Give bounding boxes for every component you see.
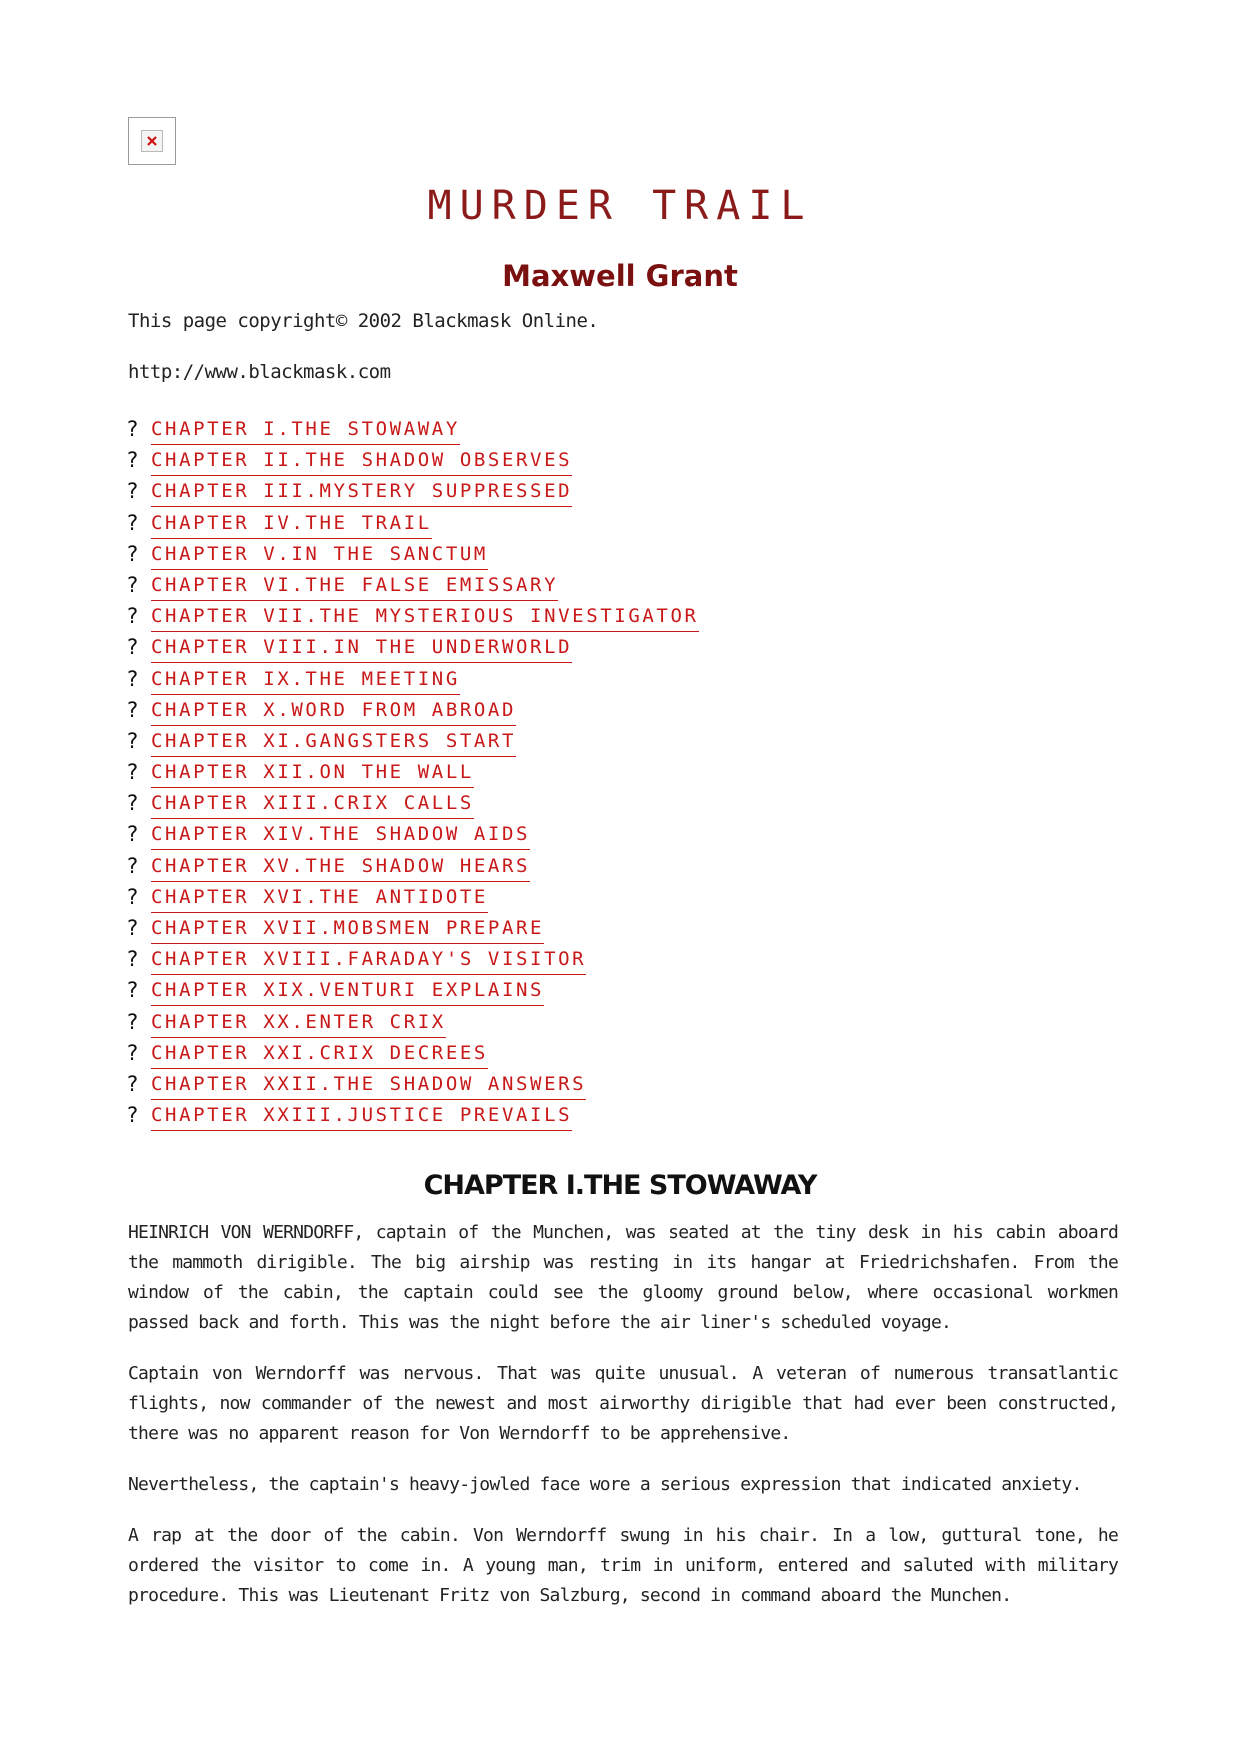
paragraph: HEINRICH VON WERNDORFF, captain of the Munchen, was seated at the tiny desk in his cabin aboard the mammoth dirigible. The big airship was resting in its hangar at Friedrichshafen. From the window of the cabin, the captain could see the gloomy ground below, where occasional workmen passed back and forth. This was the night before the air liner's scheduled voyage. <box>128 1222 1118 1333</box>
paragraph: Captain von Werndorff was nervous. That was quite unusual. A veteran of numerous transatlantic flights, now commander of the newest and most airworthy dirigible that had ever been constructed, there was no apparent reason for Von Werndorff to be apprehensive. <box>128 1363 1118 1444</box>
toc-link-chapter-9[interactable]: CHAPTER IX.THE MEETING <box>151 667 460 695</box>
toc-link-chapter-21[interactable]: CHAPTER XXI.CRIX DECREES <box>151 1041 488 1069</box>
toc-bullet: ? <box>126 884 139 909</box>
broken-image-frame <box>141 130 163 152</box>
paragraph: A rap at the door of the cabin. Von Werndorff swung in his chair. In a low, guttural tone, he ordered the visitor to come in. A young man, trim in uniform, entered and saluted with military procedure. This was Lieutenant Fritz von Salzburg, second in command aboard the Munchen. <box>128 1525 1118 1606</box>
toc-bullet: ? <box>126 1040 139 1065</box>
toc-item <box>126 822 699 853</box>
copyright-notice: This page copyright© 2002 Blackmask Online. <box>128 310 599 332</box>
toc-item <box>126 448 699 479</box>
toc-bullet: ? <box>126 697 139 722</box>
toc-item <box>126 885 699 916</box>
toc-bullet: ? <box>126 541 139 566</box>
toc-item <box>126 916 699 947</box>
toc-link-chapter-15[interactable]: CHAPTER XV.THE SHADOW HEARS <box>151 854 530 882</box>
toc-link-chapter-12[interactable]: CHAPTER XII.ON THE WALL <box>151 760 474 788</box>
toc-bullet: ? <box>126 666 139 691</box>
toc-item <box>126 978 699 1009</box>
toc-item <box>126 698 699 729</box>
book-title: MURDER TRAIL <box>427 183 813 229</box>
broken-image-icon <box>128 117 176 165</box>
toc-item <box>126 1041 699 1072</box>
toc-item <box>126 947 699 978</box>
toc-item <box>126 1072 699 1103</box>
toc-bullet: ? <box>126 510 139 535</box>
toc-item <box>126 604 699 635</box>
chapter-body <box>128 1218 1118 1632</box>
toc-bullet: ? <box>126 822 139 847</box>
toc-bullet: ? <box>126 604 139 629</box>
toc-item <box>126 854 699 885</box>
toc-link-chapter-6[interactable]: CHAPTER VI.THE FALSE EMISSARY <box>151 573 558 601</box>
toc-item <box>126 479 699 510</box>
toc-bullet: ? <box>126 448 139 473</box>
red-x-icon <box>145 134 159 148</box>
toc-item <box>126 542 699 573</box>
toc-bullet: ? <box>126 760 139 785</box>
toc-link-chapter-7[interactable]: CHAPTER VII.THE MYSTERIOUS INVESTIGATOR <box>151 604 699 632</box>
toc-item <box>126 667 699 698</box>
toc-link-chapter-20[interactable]: CHAPTER XX.ENTER CRIX <box>151 1010 446 1038</box>
toc-link-chapter-2[interactable]: CHAPTER II.THE SHADOW OBSERVES <box>151 448 572 476</box>
book-author: Maxwell Grant <box>502 259 738 293</box>
toc-link-chapter-17[interactable]: CHAPTER XVII.MOBSMEN PREPARE <box>151 916 544 944</box>
toc-link-chapter-11[interactable]: CHAPTER XI.GANGSTERS START <box>151 729 516 757</box>
toc-link-chapter-10[interactable]: CHAPTER X.WORD FROM ABROAD <box>151 698 516 726</box>
toc-bullet: ? <box>126 572 139 597</box>
toc-link-chapter-5[interactable]: CHAPTER V.IN THE SANCTUM <box>151 542 488 570</box>
toc-link-chapter-14[interactable]: CHAPTER XIV.THE SHADOW AIDS <box>151 822 530 850</box>
toc-link-chapter-3[interactable]: CHAPTER III.MYSTERY SUPPRESSED <box>151 479 572 507</box>
toc-bullet: ? <box>126 947 139 972</box>
toc-bullet: ? <box>126 635 139 660</box>
toc-bullet: ? <box>126 1103 139 1128</box>
toc-item <box>126 511 699 542</box>
table-of-contents <box>126 417 699 1134</box>
toc-bullet: ? <box>126 791 139 816</box>
toc-link-chapter-16[interactable]: CHAPTER XVI.THE ANTIDOTE <box>151 885 488 913</box>
toc-bullet: ? <box>126 978 139 1003</box>
toc-item <box>126 1103 699 1134</box>
toc-item <box>126 791 699 822</box>
toc-link-chapter-18[interactable]: CHAPTER XVIII.FARADAY'S VISITOR <box>151 947 586 975</box>
toc-item <box>126 417 699 448</box>
toc-item <box>126 729 699 760</box>
toc-link-chapter-22[interactable]: CHAPTER XXII.THE SHADOW ANSWERS <box>151 1072 586 1100</box>
toc-link-chapter-8[interactable]: CHAPTER VIII.IN THE UNDERWORLD <box>151 635 572 663</box>
toc-bullet: ? <box>126 479 139 504</box>
toc-bullet: ? <box>126 853 139 878</box>
toc-bullet: ? <box>126 728 139 753</box>
toc-link-chapter-1[interactable]: CHAPTER I.THE STOWAWAY <box>151 417 460 445</box>
toc-bullet: ? <box>126 916 139 940</box>
toc-bullet: ? <box>126 417 139 441</box>
toc-link-chapter-23[interactable]: CHAPTER XXIII.JUSTICE PREVAILS <box>151 1103 572 1131</box>
chapter-heading: CHAPTER I.THE STOWAWAY <box>423 1170 817 1201</box>
toc-link-chapter-19[interactable]: CHAPTER XIX.VENTURI EXPLAINS <box>151 978 544 1006</box>
paragraph: Nevertheless, the captain's heavy-jowled face wore a serious expression that indicated anxiety. <box>128 1474 1082 1495</box>
toc-link-chapter-13[interactable]: CHAPTER XIII.CRIX CALLS <box>151 791 474 819</box>
site-url: http://www.blackmask.com <box>128 361 391 383</box>
toc-link-chapter-4[interactable]: CHAPTER IV.THE TRAIL <box>151 511 432 539</box>
toc-item <box>126 760 699 791</box>
toc-item <box>126 1010 699 1041</box>
toc-bullet: ? <box>126 1009 139 1034</box>
toc-item <box>126 573 699 604</box>
toc-bullet: ? <box>126 1071 139 1096</box>
toc-item <box>126 635 699 666</box>
